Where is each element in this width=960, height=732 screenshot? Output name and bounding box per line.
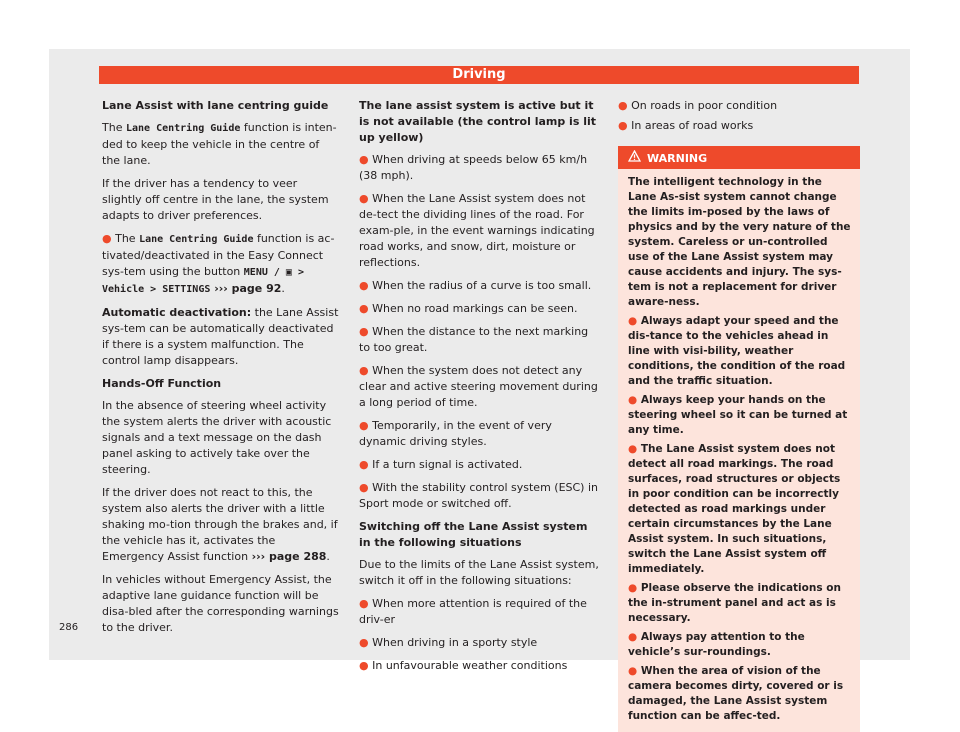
warning-triangle-icon bbox=[628, 149, 641, 169]
list-item: ● When driving at speeds below 65 km/h (38 mph). bbox=[359, 153, 588, 182]
page-reference-link[interactable]: ››› page 92 bbox=[210, 282, 282, 295]
warning-item: ● Please observe the indications on the in-strument panel and act as is necessary. bbox=[628, 582, 841, 624]
list-item: ● When more attention is required of the driv-er bbox=[359, 597, 587, 626]
list-item: ● Temporarily, in the event of very dynamic driving styles. bbox=[359, 419, 552, 448]
warning-body bbox=[618, 169, 860, 732]
list-item: ● In unfavourable weather conditions bbox=[359, 659, 568, 672]
paragraph: In vehicles without Emergency Assist, the adaptive lane guidance function will be disa-bled after the corresponding warnings to the driver. bbox=[102, 573, 339, 634]
column-2 bbox=[359, 98, 601, 681]
warning-box bbox=[618, 146, 860, 732]
list-item: ● When the Lane Assist system does not de-tect the dividing lines of the road. For exam-ple, in the event warnings indicating road works, and snow, dirt, moisture or reflections. bbox=[359, 192, 595, 269]
list-item: ● When no road markings can be seen. bbox=[359, 302, 578, 315]
warning-item: ● Always pay attention to the vehicle’s sur-roundings. bbox=[628, 631, 805, 658]
warning-header: WARNING bbox=[618, 149, 860, 169]
paragraph: The Lane Centring Guide function is inten-ded to keep the vehicle in the centre of the lane. bbox=[102, 121, 337, 167]
paragraph: If the driver does not react to this, the system also alerts the driver with a little shaking mo-tion through the brakes and, if the vehicle has it, activates the Emergency Assist function ››› page 288. bbox=[102, 486, 338, 563]
warning-intro: The intelligent technology in the Lane As-sist system cannot change the limits im-posed by the laws of physics and by the very nature of the system. Careless or un-controlled use of the Lane Assist system may cause accidents and injury. The sys-tem is not a replacement for driver aware-ness. bbox=[628, 176, 851, 308]
list-item: ● When the radius of a curve is too small. bbox=[359, 279, 592, 292]
column-1 bbox=[102, 98, 340, 643]
list-item: ● On roads in poor condition bbox=[618, 99, 778, 112]
section-header: Driving bbox=[99, 66, 859, 84]
list-item: ● When the distance to the next marking to too great. bbox=[359, 325, 589, 354]
warning-item: ● When the area of vision of the camera becomes dirty, covered or is damaged, the Lane Assist system function can be affec-ted. bbox=[628, 665, 844, 722]
paragraph: ● The Lane Centring Guide function is ac-tivated/deactivated in the Easy Connect sys-tem using the button MENU / ▣ > Vehicle > SETTINGS ››› page 92. bbox=[102, 232, 335, 295]
heading-hands-off: Hands-Off Function bbox=[102, 377, 222, 390]
warning-item: ● Always adapt your speed and the dis-tance to the vehicles ahead in line with visi-bility, weather conditions, the condition of the road and the traffic situation. bbox=[628, 315, 846, 387]
list-conditions bbox=[359, 152, 601, 512]
list-item: ● In areas of road works bbox=[618, 119, 754, 132]
page-number: 286 bbox=[59, 622, 79, 633]
heading-active-not-available: The lane assist system is active but it is not available (the control lamp is lit up yellow) bbox=[359, 99, 596, 144]
column-3 bbox=[618, 98, 860, 732]
list-item: ● If a turn signal is activated. bbox=[359, 458, 523, 471]
warning-item: ● The Lane Assist system does not detect all road markings. The road surfaces, road structures or objects in poor condition can be incorrectly detected as road markings under certain circumstances by the Lane Assist system. In such situations, switch the Lane Assist system off immediately. bbox=[628, 443, 841, 575]
paragraph: If the driver has a tendency to veer slightly off centre in the lane, the system adapts to driver preferences. bbox=[102, 177, 329, 222]
warning-item: ● Always keep your hands on the steering wheel so it can be turned at any time. bbox=[628, 394, 848, 436]
heading-lane-assist: Lane Assist with lane centring guide bbox=[102, 99, 329, 112]
heading-switching-off: Switching off the Lane Assist system in the following situations bbox=[359, 520, 588, 549]
list-item: ● When the system does not detect any clear and active steering movement during a long period of time. bbox=[359, 364, 598, 409]
list-item: ● With the stability control system (ESC) in Sport mode or switched off. bbox=[359, 481, 598, 510]
list-item: ● When driving in a sporty style bbox=[359, 636, 538, 649]
paragraph: Due to the limits of the Lane Assist system, switch it off in the following situations: bbox=[359, 558, 599, 587]
paragraph: Automatic deactivation: the Lane Assist sys-tem can be automatically deactivated if there is a system malfunction. The control lamp disappears. bbox=[102, 306, 339, 367]
paragraph: In the absence of steering wheel activity the system alerts the driver with acoustic signals and a text message on the dash panel asking to actively take over the steering. bbox=[102, 399, 332, 476]
page-reference-link[interactable]: ››› page 288 bbox=[251, 550, 327, 563]
